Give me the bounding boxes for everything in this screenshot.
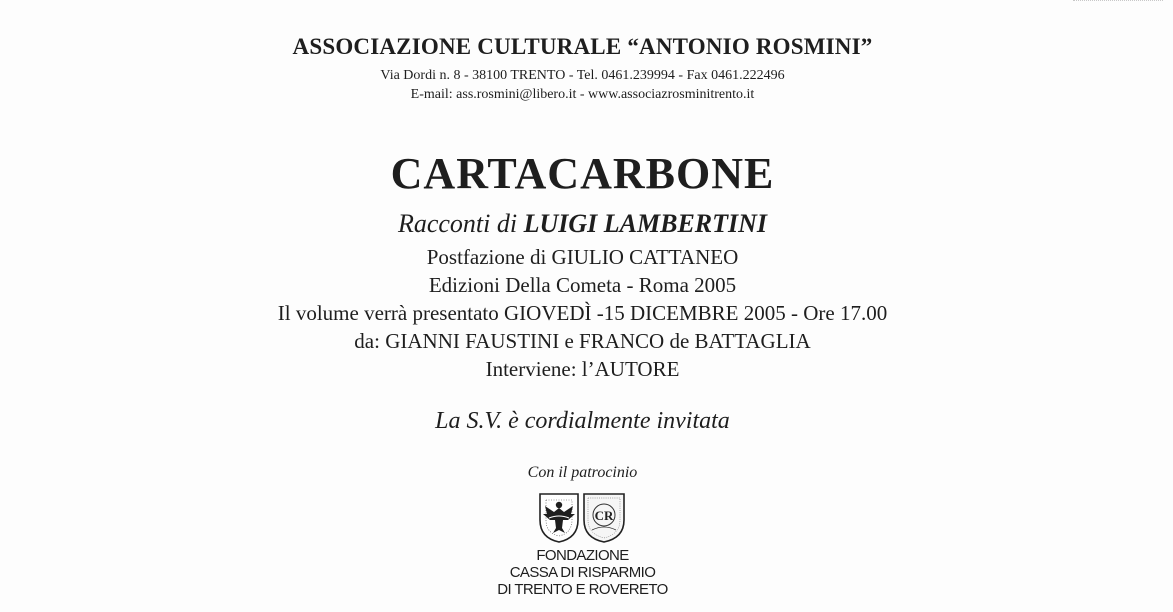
foundation-name-line-2: CASSA DI RISPARMIO — [509, 564, 656, 581]
presentation-line: Il volume verrà presentato GIOVEDÌ -15 DICEMBRE 2005 - Ore 17.00 — [277, 301, 888, 325]
book-subtitle — [0, 209, 1165, 239]
association-address: Via Dordi n. 8 - 38100 TRENTO - Tel. 0461.239994 - Fax 0461.222496 — [380, 68, 785, 83]
emblem-letters: CR — [594, 508, 614, 523]
subtitle-prefix: Racconti di — [397, 209, 524, 238]
association-name: ASSOCIAZIONE CULTURALE “ANTONIO ROSMINI” — [292, 34, 873, 59]
publisher-line: Edizioni Della Cometa - Roma 2005 — [428, 273, 737, 297]
association-contacts: E-mail: ass.rosmini@libero.it - www.associazrosminitrento.it — [410, 87, 755, 102]
author-name: LUIGI LAMBERTINI — [523, 209, 768, 238]
invitation-line: La S.V. è cordialmente invitata — [435, 408, 730, 434]
speaker-line: Interviene: l’AUTORE — [485, 357, 680, 381]
coat-of-arms-icon — [536, 490, 628, 544]
patronage-label: Con il patrocinio — [527, 464, 638, 481]
foundation-name-line-1: FONDAZIONE — [536, 547, 629, 564]
afterword-line: Postfazione di GIULIO CATTANEO — [426, 245, 739, 269]
scan-artifact — [1073, 0, 1163, 3]
foundation-name-line-3: DI TRENTO E ROVERETO — [497, 581, 668, 598]
presenters-line: da: GIANNI FAUSTINI e FRANCO de BATTAGLIA — [354, 329, 811, 353]
book-title: CARTACARBONE — [390, 149, 775, 198]
